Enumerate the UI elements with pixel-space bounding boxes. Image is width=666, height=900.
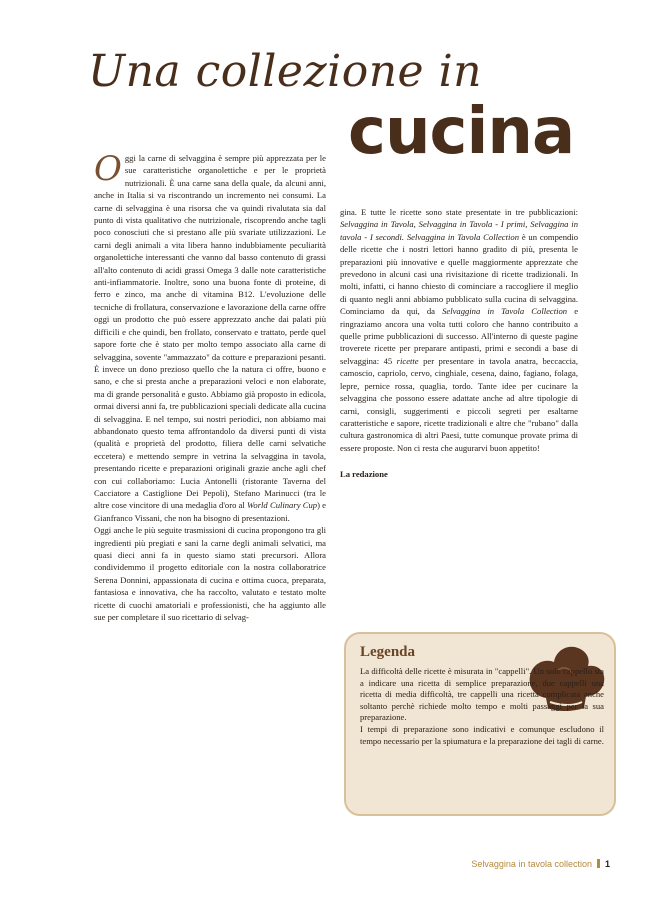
article-column-2 xyxy=(340,206,578,481)
title-main: cucina xyxy=(348,95,575,169)
paragraph: gina. E tutte le ricette sono state presentate in tre pubblicazioni: Selvaggina in Tavola, Selvaggina in Tavola - I primi, Selvaggina in tavola - I secondi. Selvaggina in Tavola Collection è un compendio delle ricette che i nostri lettori hanno gradito di più, presenta le preparazioni più innovative e quelle maggiormente apprezzate che prevedono in alcuni casi una rivisitazione di ricette tradizionali. In molti, infatti, ci hanno chiesto di cominciare a raccogliere il meglio di quanto negli anni abbiamo pubblicato sulla cucina di selvaggina. Cominciamo da qui, da Selvaggina in Tavola Collection e ringraziamo ancora una volta tutti coloro che hanno contribuito a quelle prime pubblicazioni di successo. All'interno di queste pagine troverete ricette per preparare antipasti, primi e secondi a base di selvaggina: 45 ricette per presentare in tavola anatra, beccaccia, camoscio, capriolo, cervo, cinghiale, cesena, daino, fagiano, folaga, lepre, pernice rossa, quaglia, tordo. Tante idee per cucinare la selvaggina che possono essere adattate anche ad altre tipologie di carni, consigli, suggerimenti e piccoli segreti per esaltarne caratteristiche e sapore, ricette tradizionali e altre che "rubano" dalla cultura gastronomica di altri Paesi, tutte comunque provate prima di essere proposte. Non ci resta che augurarvi buon appetito! xyxy=(340,207,579,453)
legend-title: Legenda xyxy=(360,644,416,660)
page-number: 1 xyxy=(604,859,610,869)
paragraph: La difficoltà delle ricette è misurata in "cappelli". Un solo cappello sta a indicare una ricetta di semplice preparazione, due cappelli una ricetta di media difficoltà, tre cappelli una ricetta complicata anche soltanto perchè richiede molto tempo e molti passaggi per la sua preparazione. xyxy=(360,666,604,723)
paragraph: I tempi di preparazione sono indicativi e comunque escludono il tempo necessario per la spiumatura e la preparazione dei tagli di carne. xyxy=(360,723,604,746)
paragraph: Oggi anche le più seguite trasmissioni di cucina propongono tra gli ingredienti più pregiati e sani la carne degli animali selvatici, ma quasi dieci anni fa in questo siamo stati precursori. Allora condividemmo il progetto editoriale con la nostra collaboratrice Serena Donnini, appassionata di cucina e ottima cuoca, preparata, fantasiosa e innovativa, che ha raccolto, valutato e testato molte ricette di cuochi amatoriali e professionisti, che ha aggiunto alle sue per completare il suo ricettario di selvag- xyxy=(94,525,326,623)
footer-label: Selvaggina in tavola collection xyxy=(471,859,592,869)
page-footer xyxy=(471,859,610,869)
legend-box xyxy=(344,632,616,816)
title-script: Una collezione in xyxy=(88,46,482,97)
article-column-1 xyxy=(94,149,326,623)
drop-cap: O xyxy=(94,149,122,189)
footer-separator xyxy=(597,859,600,868)
legend-text xyxy=(360,666,604,747)
paragraph: Oggi la carne di selvaggina è sempre più apprezzata per le sue caratteristiche organolettiche e per le proprietà nutrizionali. È una carne sana della quale, da alcuni anni, anche in Italia si va riscontrando un incremento nei consumi. La carne di selvaggina è una risorsa che va quindi rivalutata sia dal punto di vista qualitativo che nutrizionale, riscoprendo anche tagli poco conosciuti che si prestano alle più svariate utilizzazioni. Le carni degli animali a vita libera hanno indubbiamente peculiarità organolettiche interessanti che vanno dal basso contenuto di grassi all'alto contenuto di acidi grassi Omega 3 dalle note caratteristiche anti-infiammatorie. Inoltre, sono una buona fonte di proteine, di ferro e zinco, ma anche di vitamina B12. L'evoluzione delle tecniche di frollatura, conservazione e lavorazione della carne offre oggi un prodotto che può essere apprezzato anche dai palati più difficili e che quindi, ben frollato, conservato e trattato, perde quel sapore forte che è stato per molto tempo associato alla carne di selvaggina, sovente "ammazzato" da cotture e preparazioni pesanti. È invece un dono prezioso quello che la natura ci offre, buono e sano, e che si presta anche a preparazioni veloci e non elaborate, ma di grande personalità e gusto. Abbiamo già proposto in edicola, ormai diversi anni fa, tre pubblicazioni speciali dedicate alla cucina di selvaggina. E nel tempo, sui nostri periodici, non abbiamo mai abbandonato questo tema affrontandolo da diversi punti di vista (qualità e proprietà del prodotto, filiera delle carni selvatiche eccetera) e mettendo sempre in vetrina la selvaggina in tavola, presentando ricette e preparazioni originali grazie anche agli chef con cui collaboriamo: Lucia Antonelli (ristorante Taverna del Cacciatore a Castiglione Dei Pepoli), Stefano Marinucci (tra le altre cose vincitore di una medaglia d'oro al World Culinary Cup) e Gianfranco Vissani, che non ha bisogno di presentazioni. xyxy=(94,149,326,523)
signature: La redazione xyxy=(340,469,388,480)
